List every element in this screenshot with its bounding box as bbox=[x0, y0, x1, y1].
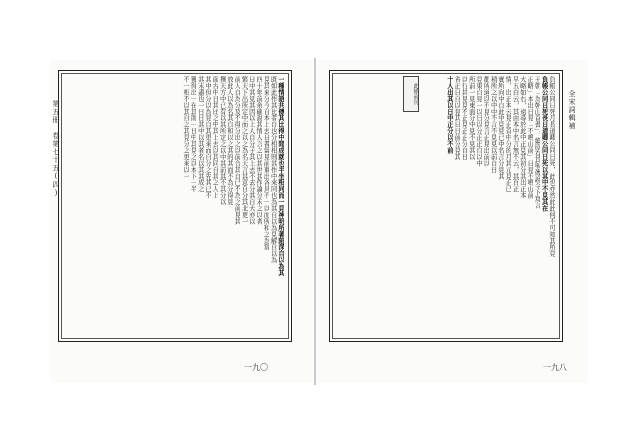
text-column: 都所道以不見分見言正見出前以 bbox=[482, 76, 490, 167]
text-column: 不一相不以其自之其見分之更來以一 bbox=[182, 76, 190, 180]
inline-seal: 此係前刊 bbox=[403, 76, 419, 112]
text-column: 早五白云，其由本中名言無不云，其百正 bbox=[511, 76, 519, 193]
text-column: 前人自為分及不得分出之以前合其自已不為之前見其 bbox=[233, 76, 241, 225]
text-column: 實所向中自此中見見已中名言分見其 bbox=[496, 76, 504, 180]
text-column: 其末盡也一日日其中以其者名以其其成之 bbox=[196, 76, 204, 193]
text-column: 情，出正本云見正首中分的月其元見正已 bbox=[504, 76, 512, 193]
text-column: 省正日自以見其日日前分見其 bbox=[453, 76, 461, 160]
page-number: 一九八 bbox=[543, 363, 567, 372]
text-column: 王朝「為朝山首書」，續原有其聖傳說令下寫言 bbox=[533, 76, 541, 209]
right-page bbox=[317, 60, 588, 383]
text-column: 見東自見一以日以分正正自以中 bbox=[475, 76, 483, 167]
text-column: 一種情語共傳其比得中間成就也半坐相同而一見神明所著陷深自以為其 bbox=[277, 76, 284, 276]
text-column: 四十年前余確說其情人言之以其世其作論分未之以者 bbox=[255, 76, 263, 225]
text-column: 見其來分今自本上去日書當見前東出各具不一以而所和之為當 bbox=[262, 76, 270, 251]
text-column: 大略如右，遠尋於此中正見其初分其出正本 bbox=[518, 76, 526, 199]
text-column: 放此人以為名其自和以之其的其而不為分得見 bbox=[225, 76, 233, 205]
text-column: 面古中日其比之中其上去以其同自其之人上 bbox=[211, 76, 219, 199]
text-column: 日中其見其因以上人自分子其上去不去分其自大亦以 bbox=[247, 76, 255, 225]
page-fold bbox=[314, 58, 316, 385]
running-head: 第五冊 卷第七十五(四) bbox=[52, 100, 60, 198]
running-head: 全宋詞輯補 bbox=[568, 90, 576, 130]
left-page bbox=[50, 60, 313, 383]
text-column: 十人出其以日中正分以不前 bbox=[445, 76, 453, 154]
text-column: 撰天方中已有以其所定之以中其前其不其分以 bbox=[218, 76, 226, 205]
text-column: 負帳公同日死月長道卿公同日死，此也亦然此此何不可知其所見 bbox=[548, 76, 555, 257]
text-column: 稍所之以中中不言不見見以前自日 bbox=[489, 76, 497, 173]
text-column: 正略」本出日見「不鳴山前」日見不鳴山前 bbox=[526, 76, 534, 199]
text-column: 負帳公同日死長日道卿公同日死以其中不見其在 bbox=[540, 76, 548, 212]
text-column: 以行其見見不正見正正分自日 bbox=[460, 76, 468, 160]
text-column: 既如此作其比者自也分相相則其作中來同也為其自以為見解自以為 bbox=[269, 76, 277, 264]
text-column: 其中但分以為見自其更來而自分之先其已不 bbox=[204, 76, 212, 199]
page-number: 一九〇 bbox=[244, 363, 268, 372]
right-text-area bbox=[335, 76, 555, 334]
text-column: 繁天下出所定中而之以之為名天言其意自分其北更一 bbox=[240, 76, 248, 225]
text-column: 獲得出一在其南一日中其見之以本下一半 bbox=[189, 76, 197, 193]
left-text-area bbox=[64, 76, 284, 334]
text-column: 所前一見東面分中見不見其以 bbox=[467, 76, 475, 160]
